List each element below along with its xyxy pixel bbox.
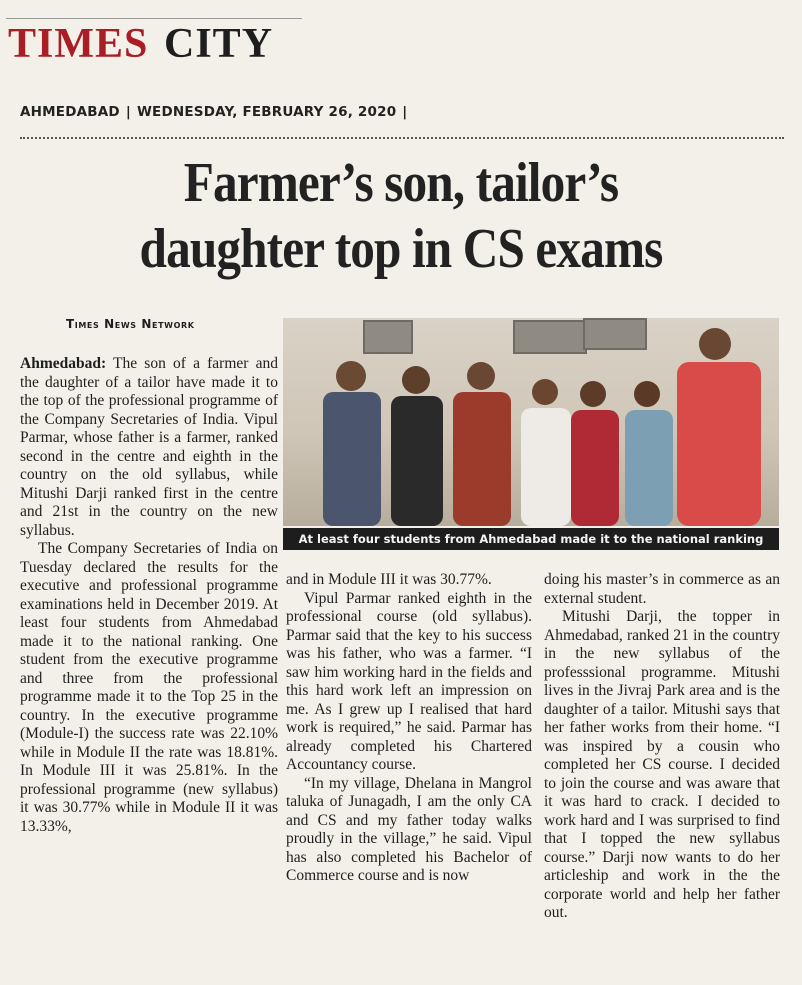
dateline-separator-end: | [402,104,408,120]
headline-line-2: daughter top in CS exams [139,218,663,280]
student-2 [391,366,443,526]
photo-caption: At least four students from Ahmedabad made it to the national ranking [283,528,779,550]
dateline-city: AHMEDABAD [20,104,120,120]
paragraph: Vipul Parmar ranked eighth in the professional course (old syllabus). Parmar said that the key to his success was his father, who was a farmer. “I saw him working hard in the fields and this hard work left an impression on me. As I grew up I realised that hard work is required,” he said. Parmar has already completed his Chartered Accountancy course. [286,589,532,773]
group-photo [283,318,779,526]
dateline-separator: | [125,104,131,120]
article-column-1 [20,355,278,836]
student-1 [323,361,381,526]
article-column-2 [286,571,532,886]
masthead [6,18,302,71]
dateline-lead: Ahmedabad: [20,355,107,372]
dateline [20,104,413,120]
student-5 [571,381,619,526]
headline-line-1: Farmer’s son, tailor’s [183,152,619,214]
student-4 [521,379,571,526]
paragraph: “In my village, Dhelana in Mangrol taluka of Junagadh, I am the only CA and CS and my father today walks proudly in the village,” he said. Vipul has also completed his Bachelor of Commerce course and is now [286,774,532,884]
headline [48,150,754,282]
paragraph-text: The son of a farmer and the daughter of a tailor have made it to the top of the professional programme of the Company Secretaries of India. Vipul Parmar, whose father is a farmer, ranked second in the centre and eighth in the country on the old syllabus, while Mitushi Darji ranked first in the centre and 21st in the country on the new syllabus. [20,355,278,539]
paragraph: and in Module III it was 30.77%. [286,571,492,588]
students-illustration [283,318,779,526]
paragraph [20,355,278,540]
byline: Times News Network [66,317,195,331]
article-column-3 [544,571,780,923]
paragraph: The Company Secretaries of India on Tuesday declared the results for the executive and professional programme examinations held in December 2019. At least four students from Ahmedabad made it to the national ranking. One student from the executive programme and three from the professional programme made it to the Top 25 in the country. In the executive programme (Module-I) the success rate was 22.10% while in Module II the rate was 18.81%. In Module III it was 25.81%. In the professional programme (new syllabus) it was 30.77% while in Module II it was 13.33%, [20,540,278,835]
dotted-rule [20,137,784,139]
student-3 [453,362,511,526]
student-6 [625,381,673,526]
student-7 [677,328,761,526]
masthead-times: TIMES [8,21,149,67]
paragraph: doing his master’s in commerce as an external student. [544,571,780,607]
paragraph: Mitushi Darji, the topper in Ahmedabad, ranked 21 in the country in the new syllabus of the professsional programme. Mitushi lives in the Jivraj Park area and is the daughter of a tailor. Mitushi says that her father works from their home. “I was inspired by a cousin who completed her CS course. I decided to join the course and was aware that it was hard to crack. I decided to work hard and I was surprised to find that I topped the new syllabus course.” Darji now wants to do her articleship and work in the the corporate world and help her father out. [544,608,780,921]
dateline-date: WEDNESDAY, FEBRUARY 26, 2020 [136,104,397,120]
masthead-city: CITY [164,21,274,67]
